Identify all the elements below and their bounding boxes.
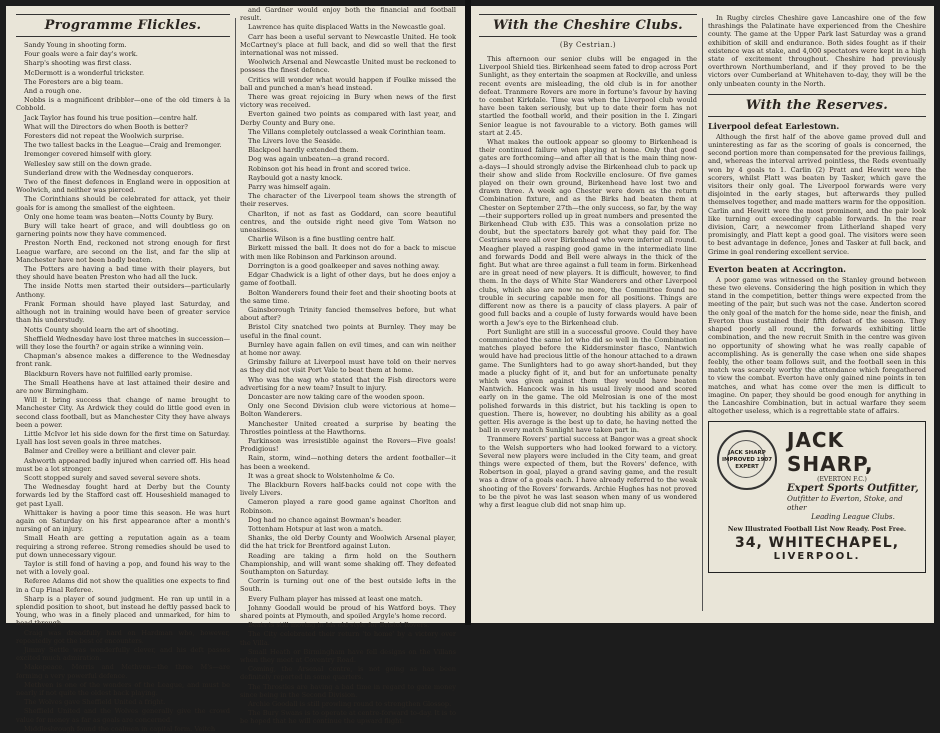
paragraph: Balmer and Crelley were a brilliant and clever pair.	[24, 447, 197, 456]
paragraph: Parry was himself again.	[248, 183, 331, 192]
paragraph: It was a great shock to Wolstenholme & Co.	[248, 471, 395, 480]
paragraph: Sandy Young in shooting form.	[24, 41, 127, 49]
paragraph: Cameron played a rare good game against Chorlton and Robinson.	[240, 498, 456, 515]
cheshire-clubs-title: With the Cheshire Clubs.	[493, 18, 683, 33]
paragraph: Who was the wag who stated that the Fish directors were advertising for a new team? Insult to injury.	[240, 375, 456, 392]
everton-report: A poor game was witnessed on the Stanley ground between these two elevens. Considering the high position in which they stand in the competition, better things were expected from the meeting of the pair, but such was not the case. Anderton scored the only goal of the match for the home side, near the finish, and Everton thus sustained their fifth defeat of the season. They shaped poorly all round, the forwards exhibiting little combination, and the new recruit Smith in the centre was given no opportunity of showing what he was really capable of accomplishing. As is generally the case when one side shapes feebly, the other team follows suit, and the football seen in this match was scarcely worthy the attendance which foregathered to view the combat. Everton have only gained nine points in ten matches, and what has come over the men is difficult to imagine. On paper, they should be good enough for anything in the Lancashire Combination, but in actual warfare they seem altogether useless, which is a regrettable state of affairs.	[708, 275, 926, 416]
paragraph: The Throstles are having a bad time in regard to gate money since being in the Second Division.	[240, 682, 456, 699]
paragraph: Ashworth appeared badly injured when carried off. His head must be a lot stronger.	[16, 456, 230, 473]
right-column-2	[708, 6, 926, 617]
paragraph: Only one home team was beaten—Notts County by Bury.	[24, 212, 214, 221]
paragraph: Wellesley saw still on the down grade.	[24, 159, 152, 168]
paragraph: Little McIvor let his side down for the first time on Saturday. Lyall has lost seven goals in three matches.	[16, 429, 230, 447]
paragraph: What makes the outlook appear so gloomy to Birkenhead is their continued failure when playing at home. Only that good gates are forthcoming—and after all that is the main thing now-a-days—I should strongly advise the Birkenhead club to pack up their show and slide from Rockville enclosure. Of five games played on their own ground, Birkenhead have lost two and drawn three. A week ago Chester were down as the return Combination fixture, and as the Birks had beaten them at Chester on September 27th—the only success, so far, by the way—their supporters rolled up in great numbers and presented the Birkenhead Club with £35. This was a consolation prize no doubt, but the spectators barely got what they paid for. The Cestrians were all over Birkenhead who were inferior all round. Meagher played a rasping good game in the intermediate line and forwards Dodd and Bell were always in the thick of the fight. But what are three against a full team in form. Birkenhead are in great need of new players. It is difficult, however, to find them. In the days of White Star Wanderers and other Liverpool clubs, which also are now no more, the Committee found no trouble in securing capable men for all positions. Things are different now as there is a paucity of class players. A pair of good full backs and a couple of lusty forwards would have been worth a Jew's eye to the Birkenhead club.	[479, 138, 697, 327]
paragraph: Port Sunlight are still in a successful groove. Could they have communicated the same lot who did so well in the Combination matches played before the Kiddersminster fiasco, Nantwich would have had precious little of the honour attached to a drawn game. The Sunlighters had to go away short-handed, but they made a plucky fight of it, and but for an unfortunate penalty which was given against them they would have beaten Nantwich. Hancock was in his usual lively mood and scored early on in the game. The old Melrosian is one of the most polished forwards in this district, but his tackling is open to question. There is, however, no doubting his ability as a goal getter. His average is the best up to date, he having netted the ball in every match Sunlight have taken part in.	[479, 327, 697, 435]
paragraph: Edgar Chadwick is a light of other days, but he does enjoy a game of football.	[240, 271, 456, 288]
paragraph: The Livers love the Seaside.	[248, 137, 343, 146]
left-column-1-text	[16, 41, 230, 733]
advert-list-note: New Illustrated Football List Now Ready. Post Free.	[727, 526, 907, 534]
left-column-2-text	[240, 6, 456, 726]
right-column-1	[479, 6, 697, 617]
jack-sharp-advert	[708, 421, 926, 573]
paragraph: Woolwich Arsenal and Newcastle United must be reckoned to possess the finest defence.	[240, 58, 456, 75]
paragraph: Raybould got a nasty knock.	[248, 173, 343, 182]
paragraph: Jimmy Settle was wonderfully clever, and his deft passes excited much admiration.	[16, 646, 230, 663]
paragraph: Two of the finest defences in England were in opposition at Woolwich, and neither was pierced.	[16, 178, 230, 195]
advert-address: 34, WHITECHAPEL,	[734, 535, 900, 552]
right-page	[471, 6, 934, 623]
paragraph: Scott stopped surely and saved several severe shots.	[24, 473, 201, 482]
paragraph: Sheffield Wednesday have lost three matches in succession—will they lose the fourth? or again strike a winning vein.	[16, 334, 230, 351]
advert-name: JACK SHARP,	[787, 428, 874, 477]
paragraph: Beats is still moving in his old style for Bristol Rovers.	[248, 621, 430, 630]
programme-flickles-header	[16, 14, 230, 37]
paragraph: Johnny Goodall would be proud of his Watford boys. They shared points at Plymouth, and spoiled Argyle's home record.	[240, 603, 456, 621]
paragraph: Charlton, if not as fast as Goddard, can score beautiful centres, and the outside right need give Tom Watson no uneasiness.	[240, 209, 456, 235]
paragraph: Frank Forman should have played last Saturday, and although not in training would have been of greater service than his understudy.	[16, 299, 230, 325]
right-column-1-text	[479, 55, 697, 509]
paragraph: Shanks, the old Derby County and Woolwich Arsenal player, did the hat trick for Brentford against Luton.	[240, 534, 456, 551]
paragraph: Doncaster are now taking care of the wooden spoon.	[248, 392, 425, 401]
paragraph: What will the Directors do when Booth is better?	[24, 122, 188, 131]
left-column-1	[16, 6, 230, 733]
paragraph: The Corinthians should be celebrated for attack, yet their goals for is among the smallest of the eighteen.	[16, 195, 230, 212]
paragraph: Blackburn Rovers have not fulfilled early promise.	[24, 369, 193, 378]
paragraph: Every Fulham player has missed at least one match.	[248, 594, 423, 603]
byline: (By Cestrian.)	[559, 41, 617, 49]
paragraph: Parkinson was irresistible against the Rovers—Five goals! Prodigious!	[240, 436, 456, 454]
reserves-title: With the Reserves.	[745, 97, 889, 113]
liverpool-report: Although the first half of the above game proved dull and uninteresting as far as the scoring of goals is concerned, the second portion more than compensated for the previous failings, and, whereas the interval arrived pointless, the Reds eventually won by 4 goals to 1. Carlin (2) Pratt and Hewitt were the scorers, whilst Platt was beaten by Tasker, which gave the visitors their only goal. The Liverpool forwards were very disjointed in the early stages, but afterwards they pulled themselves together, and made matters warm for the opposition. Carlin and Hewitt were the most prominent, and the pair look like turning out exceedingly capable forwards. In the rear division, Carr, a newcomer from Litherland shaped very promisingly, and Platt kept a good goal. The visitors were seen to best advantage in defence, Jones and Tasker at full back, and Grime in goal rendering excellent service.	[708, 132, 926, 256]
paragraph: Bristol City snatched two points at Burnley. They may be useful in the final count.	[240, 323, 456, 340]
paragraph: The two tallest backs in the League—Craig and Iremonger.	[24, 141, 222, 150]
paragraph: Jack Taylor has found his true position—centre half.	[24, 113, 198, 122]
paragraph: Manchester United created a surprise by beating the Throstles pointless at the Hawthorns.	[240, 419, 456, 436]
paragraph: There was great rejoicing in Bury when news of the first victory was received.	[240, 93, 456, 110]
paragraph: Tottenham Hotspur at last won a match.	[248, 524, 383, 533]
paragraph: Archie Goodall is still prowling round to strengthen Glossop.	[248, 700, 452, 709]
rugby-paragraph: In Rugby circles Cheshire gave Lancashire one of the few thrashings the Palatinate have experienced from the Cheshire county. The game at the Upper Park last Saturday was a grand exhibition of skill and endurance. Both sides fought as if their existence was at stake, and 4,000 spectators were kept in a high state of excitement throughout. Cheshire had previously overthrown Northumberland, and if they proved to be the victors over Cumberland at Whitehaven to-day, they will be the only unbeaten county in the North.	[708, 14, 926, 88]
paragraph: The Wednesday fought hard at Derby but the County forwards led by the Stafford cast off. Houseshield managed to get past Lyall.	[16, 483, 230, 508]
advert-club: (EVERTON F.C.)	[817, 476, 867, 484]
paragraph: Birkett missed the ball. It does not do for a back to miscue with men like Robinson and Parkinson around.	[240, 244, 456, 261]
cheshire-clubs-header	[479, 14, 697, 37]
paragraph: Corrin is turning out one of the best outside lefts in the South.	[240, 577, 456, 594]
paragraph: Rain, storm, wind—nothing deters the ardent footballer—it has been a weekend.	[240, 454, 456, 471]
seal-text: JACK SHARP IMPROVED 1907 EXPERT	[721, 450, 773, 471]
paragraph: The Potters are having a bad time with their players, but they should have beaten Preston who had all the luck.	[16, 265, 230, 282]
paragraph: Makepeace, Morris and Methven—the three M's—are forming a very powerful defence.	[16, 663, 230, 680]
paragraph: Carr has been a useful servant to Newcastle United. He took McCartney's place at full back, and did so well that the first international was not missed.	[240, 32, 456, 58]
paragraph: Four goals were a fair day's work.	[24, 50, 138, 59]
paragraph: Lawrence has quite displaced Watts in the Newcastle goal.	[248, 23, 446, 32]
paragraph: Iremonger covered himself with glory.	[24, 150, 152, 159]
section-rule	[708, 259, 926, 260]
paragraph: Foresters did not repeat the Woolwich surprise.	[24, 132, 184, 141]
paragraph: Coming, the Arsenal centre, is not going as has been definitely reported in some quarters.	[240, 665, 456, 682]
paragraph: Middlesbrough found the coalmen in capital form. Veitch	[24, 724, 216, 733]
paragraph: The character of the Liverpool team shows the strength of their reserves.	[240, 192, 456, 209]
paragraph: Dorrington is a good goalkeeper and saves nothing away.	[248, 261, 440, 270]
reserves-header	[708, 94, 926, 117]
liverpool-subhead: Liverpool defeat Earlestown.	[708, 120, 840, 131]
paragraph: Blackpool hardly extended them.	[248, 146, 359, 155]
paragraph: The Small Heathens have at last attained their desire and are now Birmingham.	[16, 378, 230, 395]
paragraph: Craig was dreadfully hard on Hardman who, however, repeatedly got the best of encounters.	[16, 628, 230, 645]
paragraph: Referee Adams did not show the qualities one expects to find in a Cup Final Referee.	[16, 577, 230, 594]
left-column-2	[240, 6, 456, 726]
paragraph: Critics will wonder what would happen if Foulke missed the ball and punched a man's head instead.	[240, 75, 456, 92]
paragraph: Everton gained two points as compared with last year, and Derby County and Bury one.	[240, 110, 456, 127]
paragraph: Dog had no chance against Bowman's header.	[248, 515, 402, 524]
paragraph: Sunderland drew with the Wednesday conquerors.	[24, 168, 194, 177]
advert-line-1: Outfitter to Everton, Stoke, and other	[787, 494, 903, 513]
paragraph: Only one Second Division club were victorious at home—Bolton Wanderers.	[240, 402, 456, 419]
paragraph: The Blackburn Rovers half-backs could not cope with the lively Livers.	[240, 480, 456, 498]
column-divider	[702, 18, 703, 611]
paragraph: Charlie Wilson is a fine bustling centre half.	[248, 235, 395, 244]
paragraph: Sharp's shooting was first class.	[24, 59, 132, 68]
advert-line-2: Leading League Clubs.	[811, 512, 895, 522]
paragraph: Bury will take heart of grace, and will doubtless go on garnering points now they have commenced.	[16, 222, 230, 239]
paragraph: The Villans completely outclassed a weak Corinthian team.	[248, 127, 446, 136]
paragraph: Sharp is a player of sound judgment. He ran up until in a splendid position to shoot, but instead he deftly passed back to Young, who was in a finely placed and unmarked, for him to head through.	[16, 594, 230, 628]
paragraph: Small Heath are getting a reputation again as a team requiring a strong referee. Strong remedies should be used to put down unnecessary vigour.	[16, 534, 230, 559]
advert-trade: Expert Sports Outfitter,	[787, 483, 919, 495]
paragraph: Will it bring success that change of name brought to Manchester City. As Ardwick they could do little good even in second class football, but as Manchester City they have always been a power.	[16, 396, 230, 429]
programme-flickles-title: Programme Flickles.	[44, 18, 202, 33]
paragraph: Preston North End, reckoned not strong enough for first League warfare, are second on the list, and far the slip at Manchester have not been badly beaten.	[16, 239, 230, 264]
paragraph: Sheffield United and the Wolves generally give the crowd value for money as far as goals are concerned.	[16, 707, 230, 724]
paragraph: Notts County should learn the art of shooting.	[24, 325, 179, 334]
paragraph: Bolton Wanderers found their feet and their shooting boots at the same time.	[240, 288, 456, 305]
advert-city: LIVERPOOL.	[773, 551, 861, 563]
paragraph: And a rough one.	[24, 87, 82, 96]
paragraph: This afternoon our senior clubs will be engaged in the Liverpool Shield ties. Birkenhead seem fated to drop across Port Sunlight, as they entertain the soapmen at Rockville, and unless recent events are misleading, the old club is in for another defeat. Tranmere Rovers are more in fortune's favour by having to combat Kirkdale. Time was when the Liverpool club would have been taken seriously, but up to date their form has not startled the football world, and their position in the I. Zingari Senior league is not favourable to a victory. Both games will start at 2.45.	[479, 55, 697, 137]
paragraph: Whittaker is having a poor time this season. He was hurt again on Saturday on his first appearance after a month's nursing of an injury.	[16, 508, 230, 534]
paragraph: The Wolves gave Sheffield United a fright.	[24, 698, 166, 707]
paragraph: Small Heath or Birmingham have fell designs on the Villans when they meet at Coventry Road.	[240, 647, 456, 665]
paragraph: Tranmere Rovers' partial success at Bangor was a great shock to the Welsh supporters who had looked forward to a victory. Several new players were included in the City team, and great things were expected of them, but the Rovers' defence, with Robertson in goal, played a grand saving game, and the result was a draw of a goals each. I have already referred to the weak shooting of the Rovers' forwards. Archie Hughes has not proved to be the pivot he was last season when many of us wondered why a first league club did not snap him up.	[479, 435, 697, 509]
paragraph: Robinson got his head in front and scored twice.	[248, 164, 411, 173]
paragraph: Reading are taking a firm hold on the Southern Championship, and will want some shaking off. They defeated Southampton on Saturday.	[240, 551, 456, 576]
seal-badge	[717, 430, 777, 490]
paragraph: Dog was again unbeaten—a grand record.	[248, 155, 390, 164]
paragraph: Chapman's absence makes a difference to the Wednesday front rank.	[16, 352, 230, 369]
paragraph: The Foresters are a big team.	[24, 77, 124, 86]
column-divider	[235, 18, 236, 611]
paragraph: The Bury Swans is to operate at centre-forward to-day. It is to be hoped that he will continue the upward flight.	[240, 709, 456, 726]
everton-subhead: Everton beaten at Accrington.	[708, 263, 847, 274]
paragraph: McDermott is a wonderful trickster.	[24, 68, 145, 77]
paragraph: Grimsby failure at Liverpool must have told on their nerves as they did not visit Port Vale to beat them at home.	[240, 358, 456, 375]
paragraph: The City celebrated their return 'to home' by a victory over the Villa.	[240, 630, 456, 647]
paragraph: Gainsborough Trinity fancied themselves before, but what about after?	[240, 305, 456, 323]
paragraph: Nobbs is a magnificent dribbler—one of the old timers à la Cobbold.	[16, 96, 230, 113]
paragraph: Taylor is still fond of having a pop, and found his way to the net with a lovely goal.	[16, 559, 230, 577]
paragraph: and Gardner would enjoy both the financial and football result.	[240, 6, 456, 23]
paragraph: The inside Notts men started their outsiders—particularly Anthony.	[16, 282, 230, 299]
paragraph: Methven is one of the wonders of the League, and must be nearly if not quite the oldest back playing.	[16, 680, 230, 698]
left-page	[6, 6, 465, 733]
paragraph: Burnley have again fallen on evil times, and can win neither at home nor away.	[240, 340, 456, 357]
